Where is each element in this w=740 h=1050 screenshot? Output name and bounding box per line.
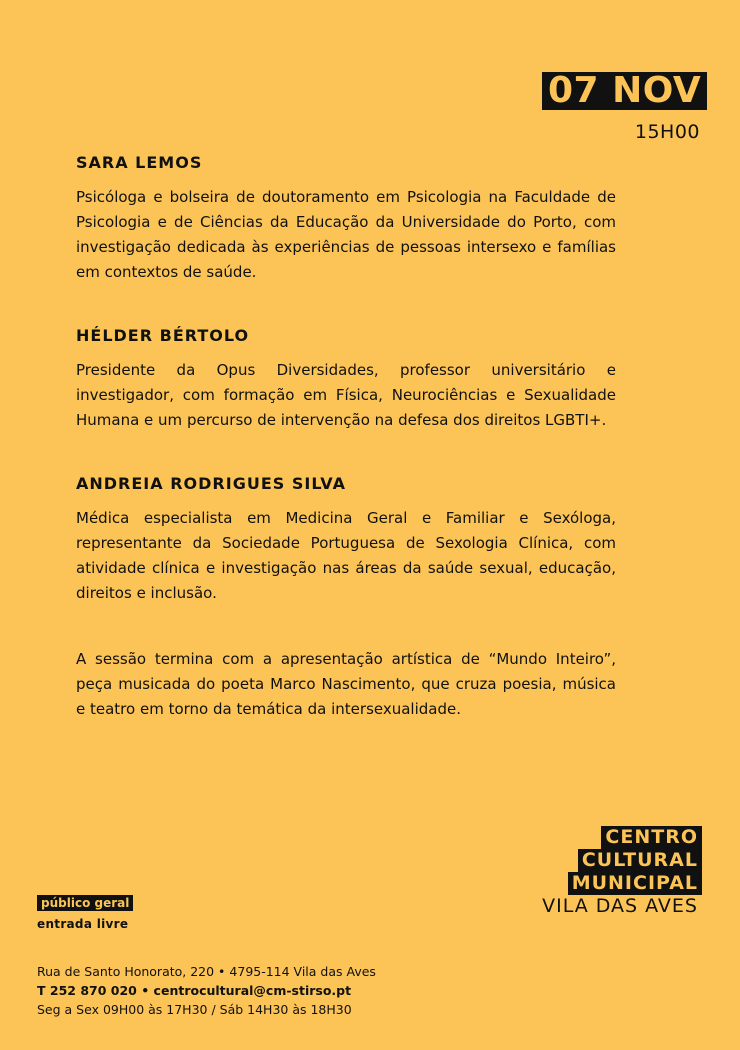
logo-line: CULTURAL <box>578 849 702 872</box>
bio-name: SARA LEMOS <box>76 153 203 172</box>
bio-andreia-rodrigues-silva <box>76 474 616 606</box>
bio-text: Presidente da Opus Diversidades, professor universitário e investigador, com formação em Física, Neurociências e Sexualidade Humana e um percurso de intervenção na defesa dos direitos LGBTI+. <box>76 361 616 429</box>
footer-contact <box>37 962 376 1019</box>
bio-text: Psicóloga e bolseira de doutoramento em Psicologia na Faculdade de Psicologia e de Ciências da Educação da Universidade do Porto, com investigação dedicada às experiências de pessoas intersexo e famílias em contextos de saúde. <box>76 188 616 281</box>
footer-hours: Seg a Sex 09H00 às 17H30 / Sáb 14H30 às 18H30 <box>37 1002 352 1017</box>
bio-text: Médica especialista em Medicina Geral e Familiar e Sexóloga, representante da Sociedade Portuguesa de Sexologia Clínica, com atividade clínica e investigação nas áreas da saúde sexual, educação, direitos e inclusão. <box>76 509 616 602</box>
bio-name: ANDREIA RODRIGUES SILVA <box>76 474 346 493</box>
bio-sara-lemos <box>76 153 616 285</box>
logo-line: MUNICIPAL <box>568 872 702 895</box>
audience-badge: público geral <box>37 895 133 911</box>
logo-line: CENTRO <box>601 826 702 849</box>
footer-contact-line: T 252 870 020 • centrocultural@cm-stirso.pt <box>37 983 352 998</box>
bio-name: HÉLDER BÉRTOLO <box>76 326 250 345</box>
footer-address: Rua de Santo Honorato, 220 • 4795-114 Vila das Aves <box>37 964 376 979</box>
bio-helder-bertolo <box>76 326 616 433</box>
centro-cultural-logo <box>538 826 702 918</box>
audience-info <box>37 892 133 931</box>
entry-info: entrada livre <box>37 917 129 931</box>
closing-paragraph: A sessão termina com a apresentação artística de “Mundo Inteiro”, peça musicada do poeta Marco Nascimento, que cruza poesia, música e teatro em torno da temática da intersexualidade. <box>76 650 616 718</box>
logo-line: VILA DAS AVES <box>542 895 698 917</box>
event-date: 07 NOV <box>542 72 707 110</box>
speaker-bios <box>76 153 616 722</box>
event-time: 15H00 <box>634 121 700 143</box>
